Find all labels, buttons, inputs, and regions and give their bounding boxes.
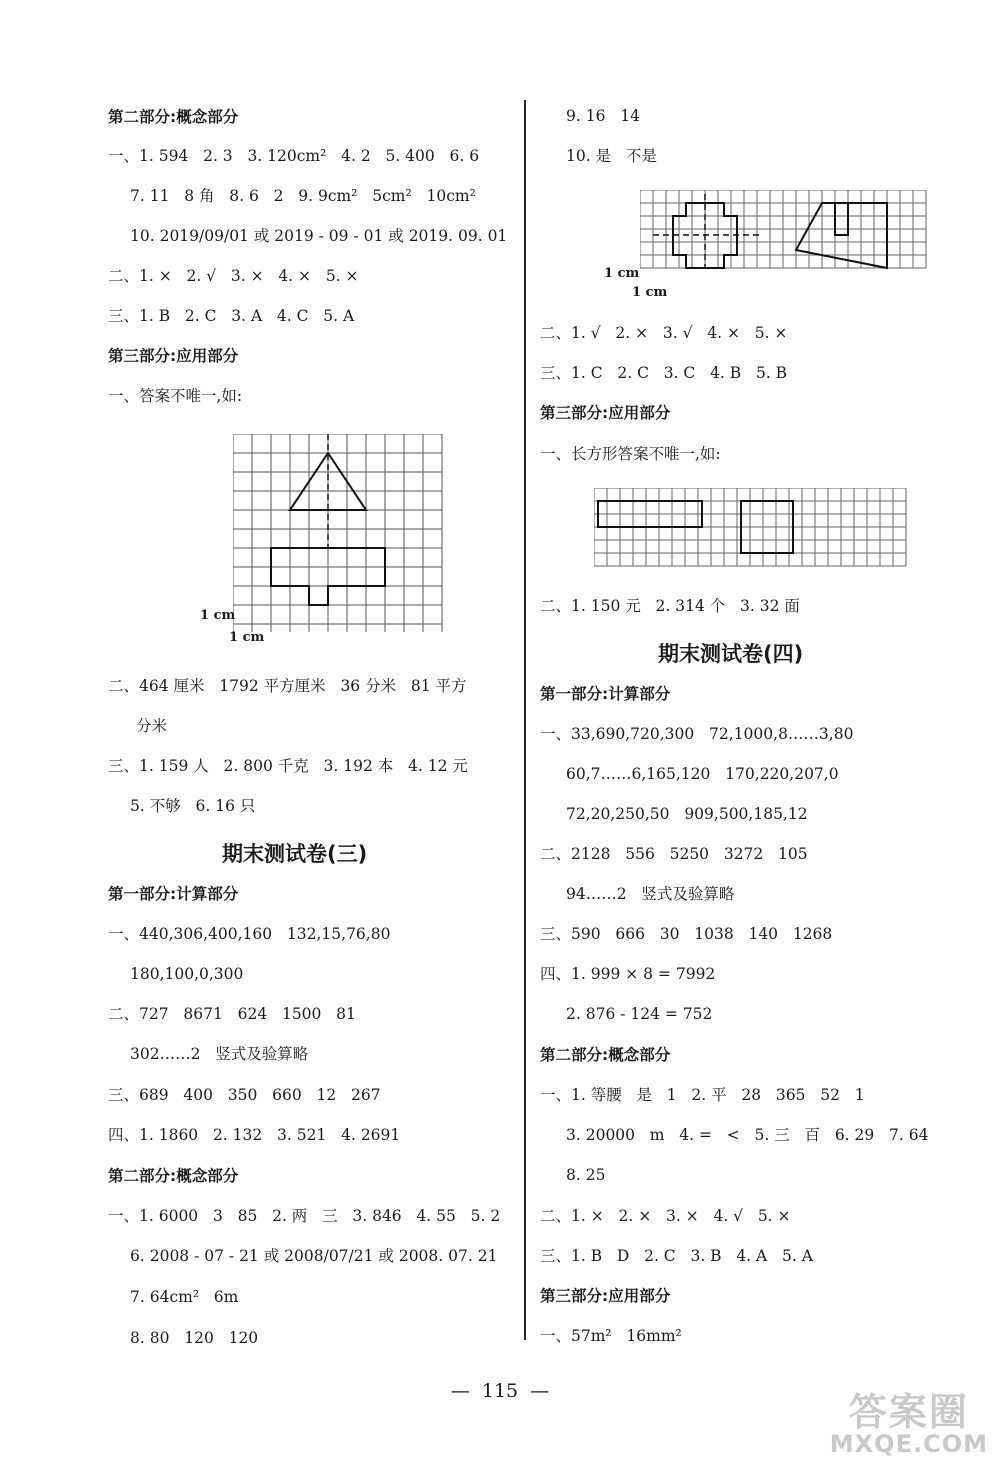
answer-line: 7. 11 8 角 8. 6 2 9. 9cm² 5cm² 10cm² — [130, 187, 476, 205]
answer-line: 一、1. 594 2. 3 3. 120cm² 4. 2 5. 400 6. 6 — [108, 147, 480, 165]
answer-line: 四、1. 999 × 8 = 7992 — [540, 965, 716, 983]
answer-line: 二、1. 150 元 2. 314 个 3. 32 面 — [540, 597, 800, 615]
scale-label-horizontal: 1 cm — [632, 285, 668, 300]
exam-title-4: 期末测试卷(四) — [658, 642, 804, 666]
answer-line: 7. 64cm² 6m — [130, 1288, 239, 1306]
grid-figure-rectangles — [594, 488, 912, 568]
answer-line: 72,20,250,50 909,500,185,12 — [566, 805, 808, 823]
answer-line: 四、1. 1860 2. 132 3. 521 4. 2691 — [108, 1126, 401, 1144]
scale-label-horizontal: 1 cm — [229, 630, 265, 645]
grid-figure-cross-shape — [640, 190, 936, 270]
answer-line: 三、1. 159 人 2. 800 千克 3. 192 本 4. 12 元 — [108, 757, 468, 775]
section-heading: 第二部分:概念部分 — [108, 108, 239, 126]
section-heading: 第二部分:概念部分 — [540, 1046, 671, 1064]
answer-line: 一、57m² 16mm² — [540, 1327, 682, 1345]
exam-title-3: 期末测试卷(三) — [222, 842, 368, 866]
grid-figure-triangle-shape — [233, 434, 445, 632]
answer-line: 8. 25 — [566, 1166, 606, 1184]
answer-line: 三、1. B 2. C 3. A 4. C 5. A — [108, 307, 355, 325]
answer-line: 10. 是 不是 — [566, 147, 657, 165]
answer-line: 5. 不够 6. 16 只 — [130, 797, 256, 815]
answer-line: 8. 80 120 120 — [130, 1329, 259, 1347]
section-heading: 第一部分:计算部分 — [108, 885, 239, 903]
answer-line: 二、727 8671 624 1500 81 — [108, 1005, 356, 1023]
section-heading: 第三部分:应用部分 — [540, 404, 671, 422]
watermark-text-bottom: MXQE.COM — [829, 1430, 988, 1458]
answer-line: 2. 876 - 124 = 752 — [566, 1005, 713, 1023]
answer-line: 二、1. × 2. × 3. × 4. √ 5. × — [540, 1207, 791, 1225]
answer-line: 9. 16 14 — [566, 107, 640, 125]
answer-line: 94……2 竖式及验算略 — [566, 885, 735, 903]
answer-line: 一、1. 6000 3 85 2. 两 三 3. 846 4. 55 5. 2 — [108, 1207, 501, 1225]
answer-line: 302……2 竖式及验算略 — [130, 1045, 309, 1063]
scale-label-vertical: 1 cm — [604, 266, 640, 281]
scale-label-vertical: 1 cm — [200, 608, 236, 623]
answer-line: 3. 20000 m 4. = < 5. 三 百 6. 29 7. 64 — [566, 1126, 929, 1144]
answer-line: 一、答案不唯一,如: — [108, 387, 243, 405]
answer-line: 60,7……6,165,120 170,220,207,0 — [566, 765, 839, 783]
answer-line: 6. 2008 - 07 - 21 或 2008/07/21 或 2008. 07. 21 — [130, 1247, 498, 1265]
section-heading: 第三部分:应用部分 — [108, 347, 239, 365]
watermark-logo — [830, 1392, 988, 1456]
answer-line: 二、1. × 2. √ 3. × 4. × 5. × — [108, 267, 359, 285]
answer-line: 一、1. 等腰 是 1 2. 平 28 365 52 1 — [540, 1086, 865, 1104]
section-heading: 第二部分:概念部分 — [108, 1167, 239, 1185]
answer-line: 一、长方形答案不唯一,如: — [540, 445, 721, 463]
answer-line: 三、1. B D 2. C 3. B 4. A 5. A — [540, 1247, 813, 1265]
section-heading: 第三部分:应用部分 — [540, 1287, 671, 1305]
watermark-text-top: 答案圈 — [848, 1390, 969, 1434]
answer-line: 二、2128 556 5250 3272 105 — [540, 845, 808, 863]
answer-line: 180,100,0,300 — [130, 965, 244, 983]
answer-line: 二、464 厘米 1792 平方厘米 36 分米 81 平方 — [108, 677, 467, 695]
answer-line: 三、689 400 350 660 12 267 — [108, 1086, 381, 1104]
answer-line: 一、33,690,720,300 72,1000,8……3,80 — [540, 725, 854, 743]
section-heading: 第一部分:计算部分 — [540, 685, 671, 703]
answer-line: 三、1. C 2. C 3. C 4. B 5. B — [540, 364, 788, 382]
answer-line: 分米 — [136, 717, 168, 735]
answer-line: 10. 2019/09/01 或 2019 - 09 - 01 或 2019. 09. 01 — [130, 227, 508, 245]
answer-line: 一、440,306,400,160 132,15,76,80 — [108, 925, 391, 943]
answer-line: 三、590 666 30 1038 140 1268 — [540, 925, 833, 943]
column-divider — [524, 100, 526, 1340]
answer-line: 二、1. √ 2. × 3. √ 4. × 5. × — [540, 324, 788, 342]
page-number: — 115 — — [450, 1380, 550, 1402]
